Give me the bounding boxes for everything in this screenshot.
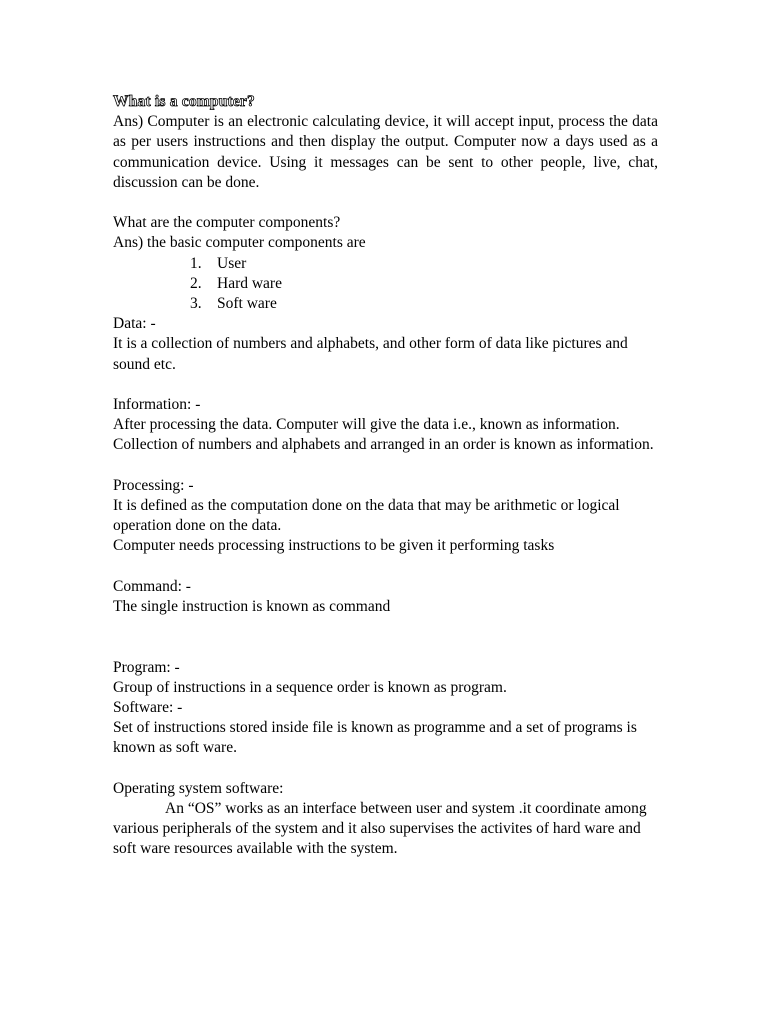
program-heading: Program: - bbox=[113, 658, 180, 676]
components-question: What are the computer components? bbox=[113, 214, 341, 232]
command-text: The single instruction is known as command bbox=[113, 598, 391, 616]
page-title: What is a computer? bbox=[113, 93, 255, 110]
program-text: Group of instructions in a sequence order is known as program. bbox=[113, 678, 507, 696]
os-heading: Operating system software: bbox=[113, 779, 284, 797]
software-text: Set of instructions stored inside file is known as programme and a set of programs is known as soft ware. bbox=[113, 719, 637, 757]
components-answer: Ans) the basic computer components are bbox=[113, 234, 366, 252]
list-item-label: Soft ware bbox=[217, 295, 277, 313]
list-item-number: 2. bbox=[190, 274, 202, 292]
list-item bbox=[190, 254, 658, 274]
list-item-number: 3. bbox=[190, 295, 202, 313]
information-heading: Information: - bbox=[113, 396, 201, 414]
software-heading: Software: - bbox=[113, 699, 183, 717]
data-heading: Data: - bbox=[113, 315, 156, 333]
intro-paragraph: Ans) Computer is an electronic calculating device, it will accept input, process the data as per users instructions and then display the output. Computer now a days used as a communication device. Using it messages can be sent to other people, live, chat, discussion can be done. bbox=[113, 113, 658, 191]
list-item-label: Hard ware bbox=[217, 274, 282, 292]
list-item bbox=[190, 294, 658, 314]
components-list bbox=[113, 254, 658, 315]
information-text-1: After processing the data. Computer will give the data i.e., known as information. bbox=[113, 416, 620, 434]
os-text-body: An “OS” works as an interface between user and system .it coordinate among various peripherals of the system and it also supervises the activites of hard ware and soft ware resources available with the system. bbox=[113, 800, 647, 858]
list-item-label: User bbox=[217, 254, 247, 272]
list-item-number: 1. bbox=[190, 254, 202, 272]
processing-text-2: Computer needs processing instructions to be given it performing tasks bbox=[113, 537, 555, 555]
list-item bbox=[190, 274, 658, 294]
information-text-2: Collection of numbers and alphabets and arranged in an order is known as information. bbox=[113, 436, 654, 454]
processing-text-1: It is defined as the computation done on the data that may be arithmetic or logical operation done on the data. bbox=[113, 497, 620, 535]
command-heading: Command: - bbox=[113, 577, 191, 595]
os-text bbox=[113, 799, 658, 860]
data-text: It is a collection of numbers and alphabets, and other form of data like pictures and sound etc. bbox=[113, 335, 628, 373]
processing-heading: Processing: - bbox=[113, 476, 194, 494]
